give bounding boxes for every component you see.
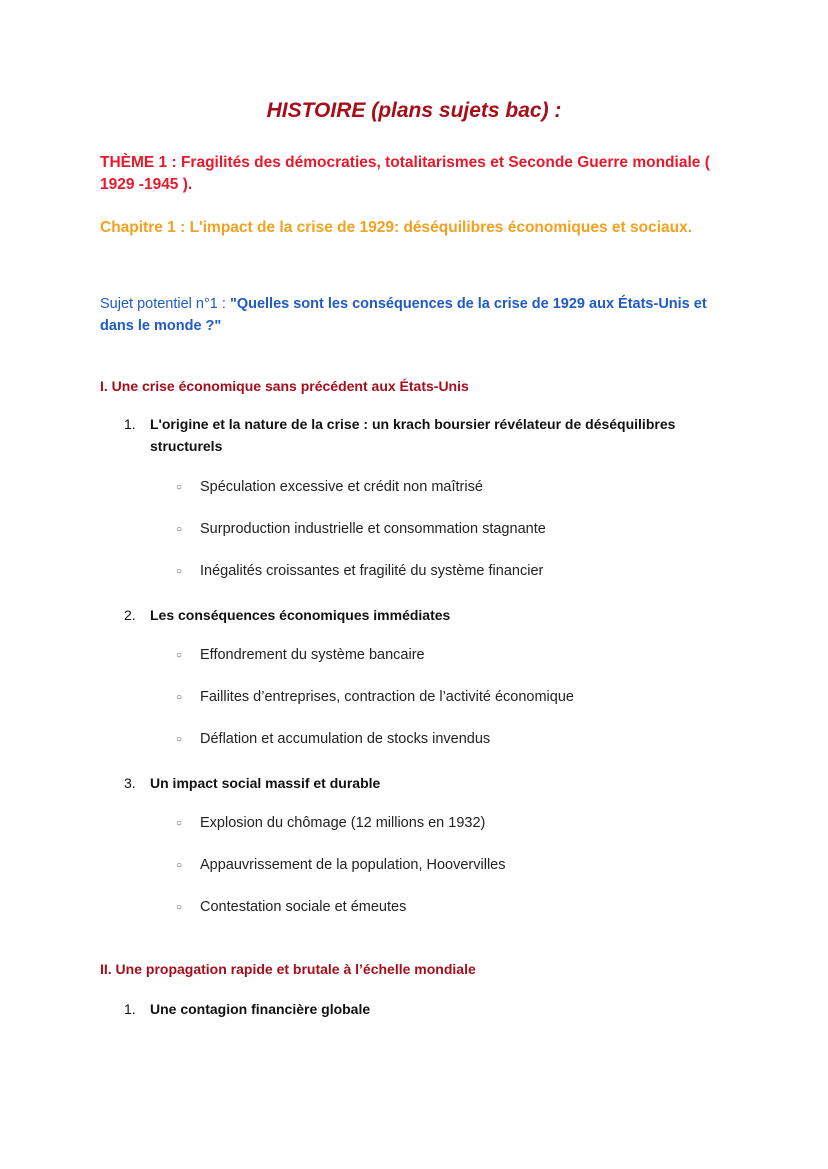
item-number: 1. <box>124 1001 136 1017</box>
item-number: 1. <box>124 416 136 432</box>
numbered-item <box>124 998 370 1020</box>
section-heading: I. Une crise économique sans précédent aux États-Unis <box>100 378 469 394</box>
bullet-text: Contestation sociale et émeutes <box>200 899 407 915</box>
circle-bullet-icon: ○ <box>176 901 183 913</box>
chapter-heading: Chapitre 1 : L'impact de la crise de 1929: déséquilibres économiques et sociaux. <box>100 219 693 236</box>
circle-bullet-icon: ○ <box>176 733 183 745</box>
circle-bullet-icon: ○ <box>176 649 183 661</box>
item-title: Les conséquences économiques immédiates <box>150 607 451 623</box>
bullet-item <box>176 899 406 915</box>
circle-bullet-icon: ○ <box>176 817 183 829</box>
bullet-item <box>176 521 546 537</box>
item-number: 3. <box>124 775 136 791</box>
subject-line <box>100 293 740 337</box>
bullet-text: Effondrement du système bancaire <box>200 647 425 663</box>
bullet-text: Appauvrissement de la population, Hoovervilles <box>200 857 506 873</box>
bullet-item <box>176 479 483 495</box>
circle-bullet-icon: ○ <box>176 565 183 577</box>
bullet-text: Spéculation excessive et crédit non maîtrisé <box>200 479 483 495</box>
bullet-item <box>176 857 505 873</box>
bullet-item <box>176 689 574 705</box>
circle-bullet-icon: ○ <box>176 859 183 871</box>
bullet-text: Déflation et accumulation de stocks invendus <box>200 731 491 747</box>
page-title: HISTOIRE (plans sujets bac) : <box>266 99 562 122</box>
bullet-item <box>176 563 543 579</box>
item-number: 2. <box>124 607 136 623</box>
circle-bullet-icon: ○ <box>176 691 183 703</box>
subject-question: "Quelles sont les conséquences de la crise de 1929 aux États-Unis et dans le monde ?" <box>100 296 707 334</box>
item-title: Un impact social massif et durable <box>150 775 381 791</box>
section-heading: II. Une propagation rapide et brutale à l’échelle mondiale <box>100 961 476 977</box>
numbered-item <box>124 604 450 626</box>
bullet-item <box>176 731 490 747</box>
item-title: L'origine et la nature de la crise : un krach boursier révélateur de déséquilibres structurels <box>150 416 676 454</box>
numbered-item <box>124 413 724 457</box>
circle-bullet-icon: ○ <box>176 523 183 535</box>
bullet-text: Surproduction industrielle et consommation stagnante <box>200 521 546 537</box>
bullet-item <box>176 647 425 663</box>
circle-bullet-icon: ○ <box>176 481 183 493</box>
bullet-text: Faillites d’entreprises, contraction de l’activité économique <box>200 689 574 705</box>
numbered-item <box>124 772 380 794</box>
bullet-text: Explosion du chômage (12 millions en 1932) <box>200 815 486 831</box>
bullet-item <box>176 815 485 831</box>
subject-label: Sujet potentiel n°1 : <box>100 296 230 312</box>
theme-heading: THÈME 1 : Fragilités des démocraties, totalitarismes et Seconde Guerre mondiale ( 1929 -1945 ). <box>100 154 710 193</box>
bullet-text: Inégalités croissantes et fragilité du système financier <box>200 563 544 579</box>
item-title: Une contagion financière globale <box>150 1001 371 1017</box>
